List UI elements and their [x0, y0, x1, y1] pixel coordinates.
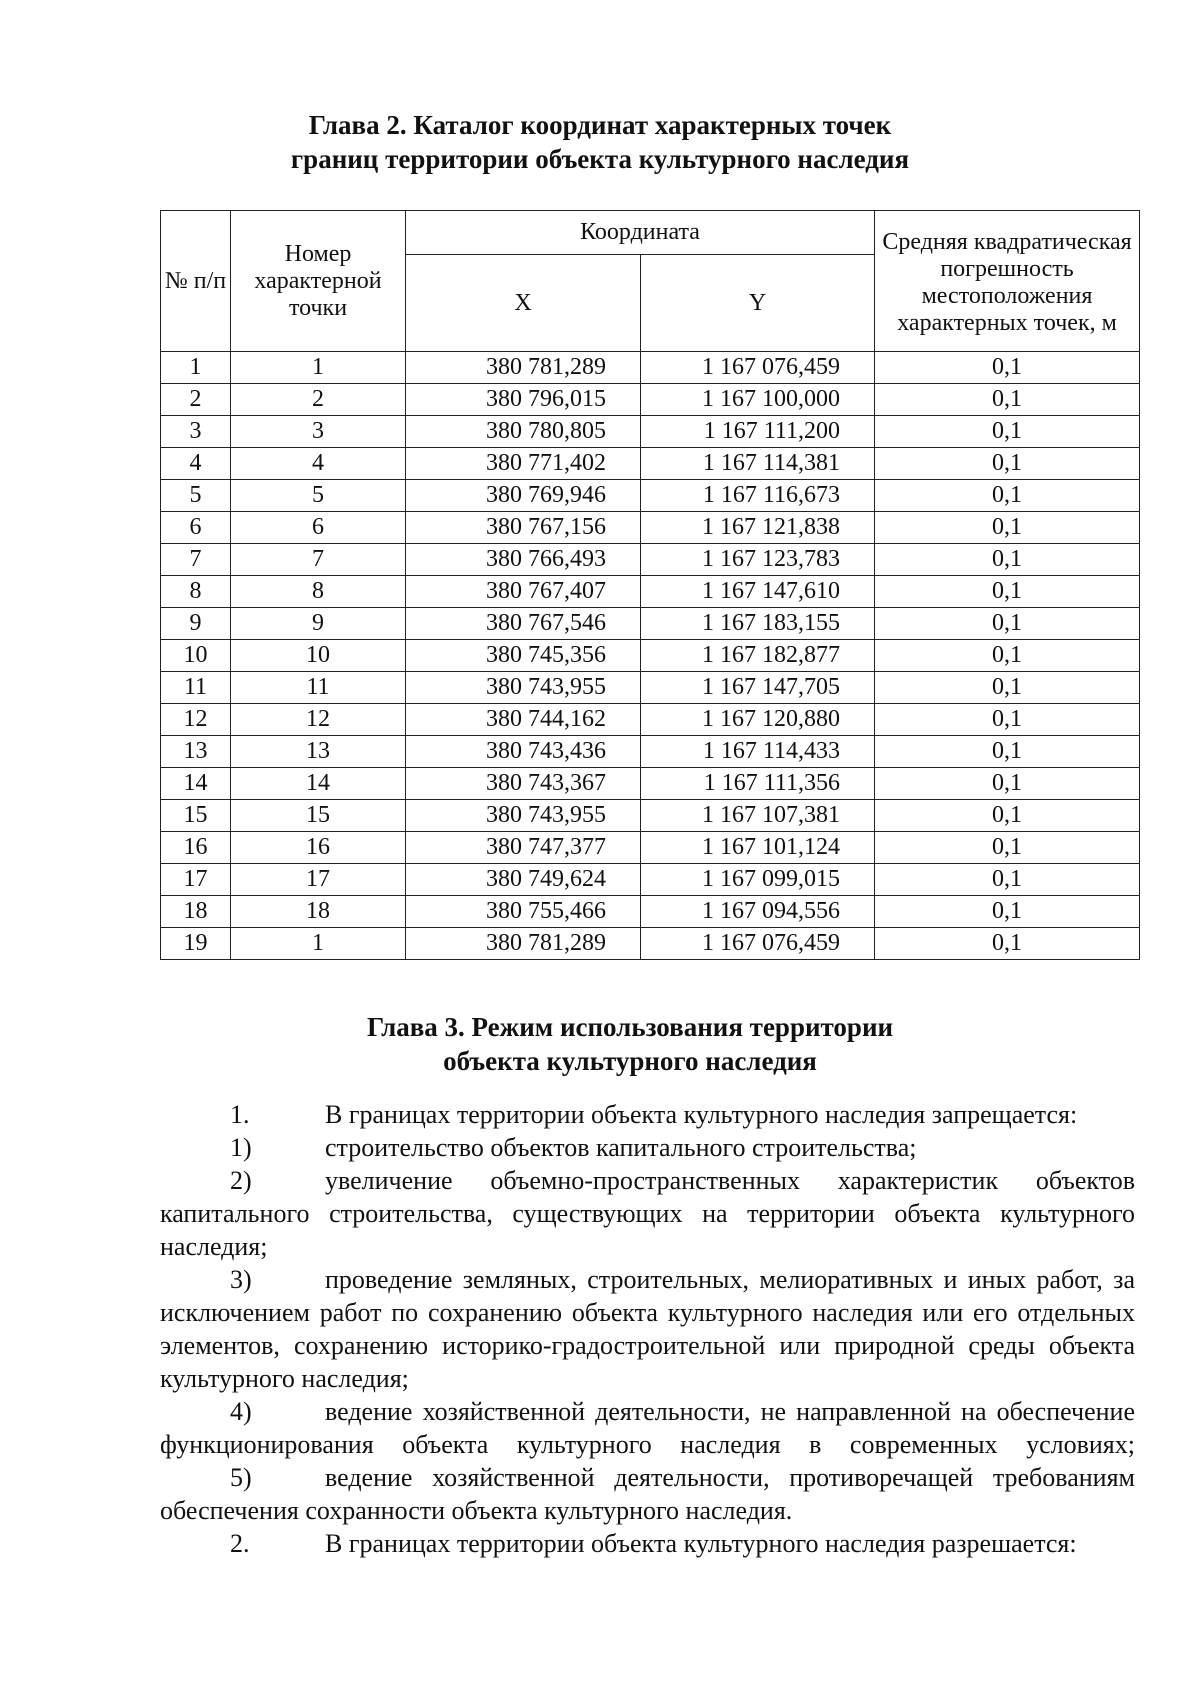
paragraph-text: проведение земляных, строительных, мелиоративных и иных работ, за исключением работ по сохранению объекта культурного наследия или его отдельных элементов, сохранению историко-градостроительной или природной среды объекта культурного наследия; — [160, 1265, 1135, 1393]
cell-point: 6 — [231, 512, 406, 544]
table-row — [161, 928, 1140, 960]
header-num: № п/п — [161, 211, 231, 352]
cell-error: 0,1 — [875, 928, 1140, 960]
table-row — [161, 800, 1140, 832]
cell-num: 18 — [161, 896, 231, 928]
cell-x: 380 755,466 — [406, 896, 641, 928]
table-row — [161, 608, 1140, 640]
cell-error: 0,1 — [875, 896, 1140, 928]
table-row — [161, 864, 1140, 896]
table-row — [161, 512, 1140, 544]
cell-error: 0,1 — [875, 640, 1140, 672]
paragraph-text: ведение хозяйственной деятельности, не направленной на обеспечение функционирования объекта культурного наследия в современных условиях; — [160, 1397, 1135, 1459]
cell-num: 9 — [161, 608, 231, 640]
cell-point: 14 — [231, 768, 406, 800]
cell-y: 1 167 123,783 — [641, 544, 875, 576]
cell-error: 0,1 — [875, 544, 1140, 576]
cell-y: 1 167 114,381 — [641, 448, 875, 480]
cell-point: 10 — [231, 640, 406, 672]
cell-x: 380 743,436 — [406, 736, 641, 768]
table-row — [161, 640, 1140, 672]
cell-y: 1 167 099,015 — [641, 864, 875, 896]
cell-y: 1 167 120,880 — [641, 704, 875, 736]
cell-num: 12 — [161, 704, 231, 736]
cell-y: 1 167 121,838 — [641, 512, 875, 544]
cell-y: 1 167 147,610 — [641, 576, 875, 608]
table-row — [161, 480, 1140, 512]
paragraph-number: 3) — [230, 1265, 252, 1294]
cell-x: 380 744,162 — [406, 704, 641, 736]
table-row — [161, 704, 1140, 736]
cell-x: 380 766,493 — [406, 544, 641, 576]
paragraph — [160, 1164, 1135, 1263]
cell-x: 380 743,955 — [406, 800, 641, 832]
cell-x: 380 796,015 — [406, 384, 641, 416]
cell-num: 1 — [161, 352, 231, 384]
cell-point: 15 — [231, 800, 406, 832]
cell-num: 10 — [161, 640, 231, 672]
cell-num: 19 — [161, 928, 231, 960]
cell-x: 380 771,402 — [406, 448, 641, 480]
cell-num: 4 — [161, 448, 231, 480]
cell-num: 5 — [161, 480, 231, 512]
paragraph-number: 1) — [230, 1133, 252, 1162]
cell-point: 3 — [231, 416, 406, 448]
cell-error: 0,1 — [875, 672, 1140, 704]
paragraph — [160, 1131, 1135, 1164]
chapter2-title — [0, 108, 1200, 176]
cell-x: 380 780,805 — [406, 416, 641, 448]
cell-y: 1 167 100,000 — [641, 384, 875, 416]
cell-num: 17 — [161, 864, 231, 896]
chapter3-title-line2: объекта культурного наследия — [443, 1046, 817, 1076]
paragraph — [160, 1263, 1135, 1395]
table-row — [161, 832, 1140, 864]
cell-error: 0,1 — [875, 480, 1140, 512]
cell-x: 380 767,156 — [406, 512, 641, 544]
cell-y: 1 167 114,433 — [641, 736, 875, 768]
cell-num: 14 — [161, 768, 231, 800]
cell-point: 12 — [231, 704, 406, 736]
paragraph-number: 1. — [230, 1100, 250, 1129]
cell-x: 380 743,955 — [406, 672, 641, 704]
cell-point: 17 — [231, 864, 406, 896]
cell-point: 5 — [231, 480, 406, 512]
cell-num: 3 — [161, 416, 231, 448]
paragraph-text: ведение хозяйственной деятельности, противоречащей требованиям обеспечения сохранности объекта культурного наследия. — [160, 1463, 1135, 1525]
cell-error: 0,1 — [875, 704, 1140, 736]
paragraph-text: строительство объектов капитального строительства; — [325, 1133, 917, 1162]
cell-point: 1 — [231, 928, 406, 960]
cell-point: 1 — [231, 352, 406, 384]
cell-y: 1 167 111,356 — [641, 768, 875, 800]
cell-y: 1 167 076,459 — [641, 352, 875, 384]
cell-point: 9 — [231, 608, 406, 640]
table-row — [161, 736, 1140, 768]
paragraph — [160, 1461, 1135, 1527]
cell-num: 7 — [161, 544, 231, 576]
chapter2-title-line2: границ территории объекта культурного наследия — [290, 144, 910, 174]
cell-point: 11 — [231, 672, 406, 704]
cell-num: 6 — [161, 512, 231, 544]
cell-y: 1 167 116,673 — [641, 480, 875, 512]
cell-error: 0,1 — [875, 576, 1140, 608]
cell-num: 13 — [161, 736, 231, 768]
paragraph — [160, 1098, 1135, 1131]
table-row — [161, 416, 1140, 448]
header-y: Y — [641, 255, 875, 352]
coordinates-table-body — [161, 352, 1140, 960]
header-coordinate: Координата — [406, 211, 875, 255]
paragraph-text: В границах территории объекта культурного наследия разрешается: — [325, 1529, 1077, 1558]
paragraph-number: 5) — [230, 1463, 252, 1492]
cell-point: 16 — [231, 832, 406, 864]
cell-y: 1 167 182,877 — [641, 640, 875, 672]
cell-y: 1 167 147,705 — [641, 672, 875, 704]
cell-y: 1 167 094,556 — [641, 896, 875, 928]
table-row — [161, 896, 1140, 928]
cell-x: 380 749,624 — [406, 864, 641, 896]
cell-point: 2 — [231, 384, 406, 416]
cell-num: 8 — [161, 576, 231, 608]
table-row — [161, 384, 1140, 416]
cell-error: 0,1 — [875, 384, 1140, 416]
paragraph — [160, 1527, 1135, 1560]
cell-point: 13 — [231, 736, 406, 768]
cell-error: 0,1 — [875, 512, 1140, 544]
table-row — [161, 576, 1140, 608]
cell-y: 1 167 107,381 — [641, 800, 875, 832]
chapter3-body — [160, 1098, 1135, 1560]
cell-y: 1 167 101,124 — [641, 832, 875, 864]
cell-error: 0,1 — [875, 800, 1140, 832]
header-point: Номер характерной точки — [231, 211, 406, 352]
chapter3-title-line1: Глава 3. Режим использования территории — [366, 1012, 894, 1042]
header-x: X — [406, 255, 641, 352]
table-row — [161, 768, 1140, 800]
cell-error: 0,1 — [875, 416, 1140, 448]
cell-num: 2 — [161, 384, 231, 416]
table-row — [161, 672, 1140, 704]
cell-error: 0,1 — [875, 352, 1140, 384]
header-error: Средняя квадратическая погрешность местоположения характерных точек, м — [875, 211, 1140, 352]
cell-y: 1 167 111,200 — [641, 416, 875, 448]
cell-x: 380 767,546 — [406, 608, 641, 640]
cell-y: 1 167 076,459 — [641, 928, 875, 960]
cell-error: 0,1 — [875, 736, 1140, 768]
cell-point: 7 — [231, 544, 406, 576]
cell-num: 15 — [161, 800, 231, 832]
cell-error: 0,1 — [875, 832, 1140, 864]
paragraph — [160, 1395, 1135, 1461]
cell-x: 380 769,946 — [406, 480, 641, 512]
cell-point: 18 — [231, 896, 406, 928]
cell-x: 380 743,367 — [406, 768, 641, 800]
cell-x: 380 767,407 — [406, 576, 641, 608]
paragraph-text: увеличение объемно-пространственных характеристик объектов капитального строительства, существующих на территории объекта культурного наследия; — [160, 1166, 1135, 1261]
cell-x: 380 781,289 — [406, 928, 641, 960]
paragraph-text: В границах территории объекта культурного наследия запрещается: — [325, 1100, 1078, 1129]
cell-error: 0,1 — [875, 768, 1140, 800]
coordinates-table — [160, 210, 1140, 960]
cell-point: 8 — [231, 576, 406, 608]
cell-error: 0,1 — [875, 608, 1140, 640]
cell-point: 4 — [231, 448, 406, 480]
cell-x: 380 745,356 — [406, 640, 641, 672]
cell-num: 11 — [161, 672, 231, 704]
cell-num: 16 — [161, 832, 231, 864]
cell-y: 1 167 183,155 — [641, 608, 875, 640]
paragraph-number: 4) — [230, 1397, 252, 1426]
cell-x: 380 747,377 — [406, 832, 641, 864]
paragraph-number: 2. — [230, 1529, 250, 1558]
table-row — [161, 448, 1140, 480]
table-row — [161, 352, 1140, 384]
cell-error: 0,1 — [875, 448, 1140, 480]
table-row — [161, 544, 1140, 576]
chapter2-title-line1: Глава 2. Каталог координат характерных точек — [308, 110, 892, 140]
cell-x: 380 781,289 — [406, 352, 641, 384]
cell-error: 0,1 — [875, 864, 1140, 896]
chapter3-title — [30, 1010, 1200, 1078]
paragraph-number: 2) — [230, 1166, 252, 1195]
